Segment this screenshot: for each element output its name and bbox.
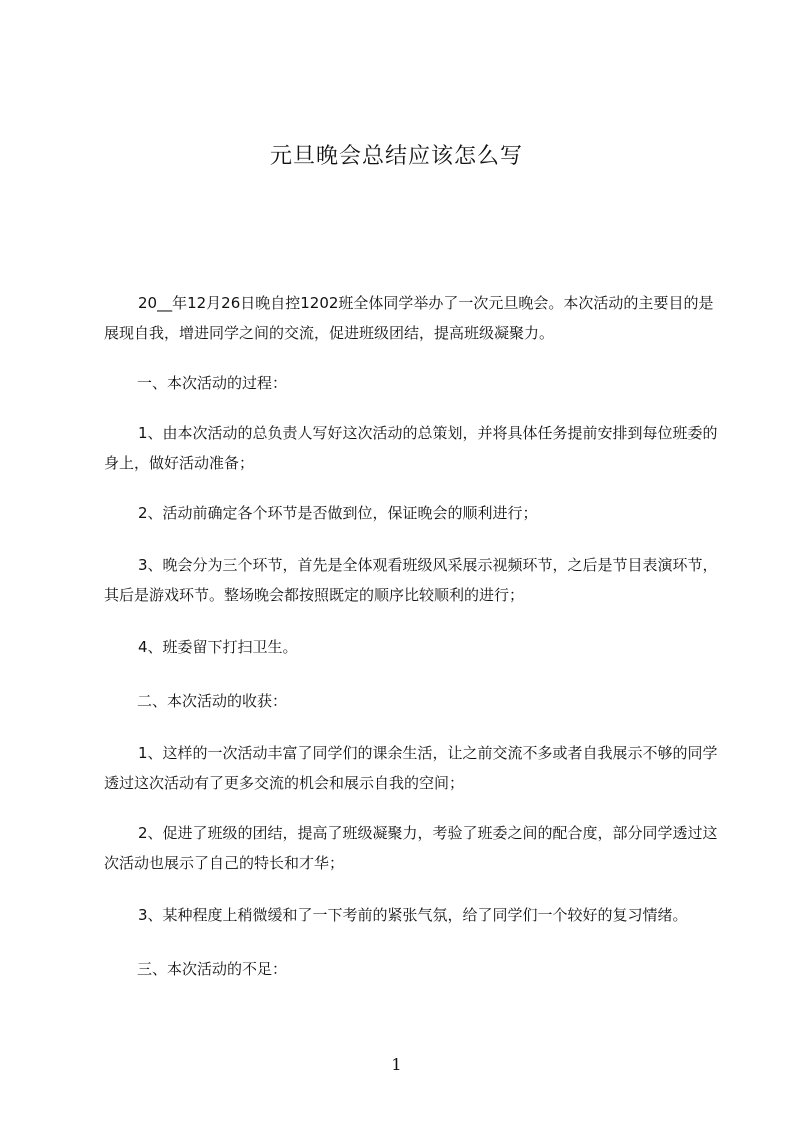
section-heading-shortcomings: 三、本次活动的不足： — [137, 960, 288, 978]
process-item-1: 1、由本次活动的总负责人写好这次活动的总策划，并将具体任务提前安排到每位班委的身上，做好活动准备； — [104, 424, 718, 472]
document-title: 元旦晚会总结应该怎么写 — [269, 144, 523, 169]
gains-item-1: 1、这样的一次活动丰富了同学们的课余生活，让之前交流不多或者自我展示不够的同学透过这次活动有了更多交流的机会和展示自我的空间； — [104, 744, 718, 792]
gains-item-2: 2、促进了班级的团结，提高了班级凝聚力，考验了班委之间的配合度，部分同学透过这次活动也展示了自己的特长和才华； — [104, 824, 718, 872]
process-item-2: 2、活动前确定各个环节是否做到位，保证晚会的顺利进行； — [138, 504, 538, 522]
gains-item-3: 3、某种程度上稍微缓和了一下考前的紧张气氛，给了同学们一个较好的复习情绪。 — [138, 906, 688, 924]
section-heading-process: 一、本次活动的过程： — [137, 374, 288, 392]
process-item-3: 3、晚会分为三个环节，首先是全体观看班级风采展示视频环节，之后是节目表演环节，其后是游戏环节。整场晚会都按照既定的顺序比较顺利的进行； — [104, 556, 718, 604]
section-heading-gains: 二、本次活动的收获： — [137, 692, 288, 710]
page-number: 1 — [391, 1055, 402, 1074]
process-item-4: 4、班委留下打扫卫生。 — [138, 638, 298, 656]
intro-paragraph: 20__年12月26日晚自控1202班全体同学举办了一次元旦晚会。本次活动的主要目的是展现自我，增进同学之间的交流，促进班级团结，提高班级凝聚力。 — [104, 294, 714, 342]
